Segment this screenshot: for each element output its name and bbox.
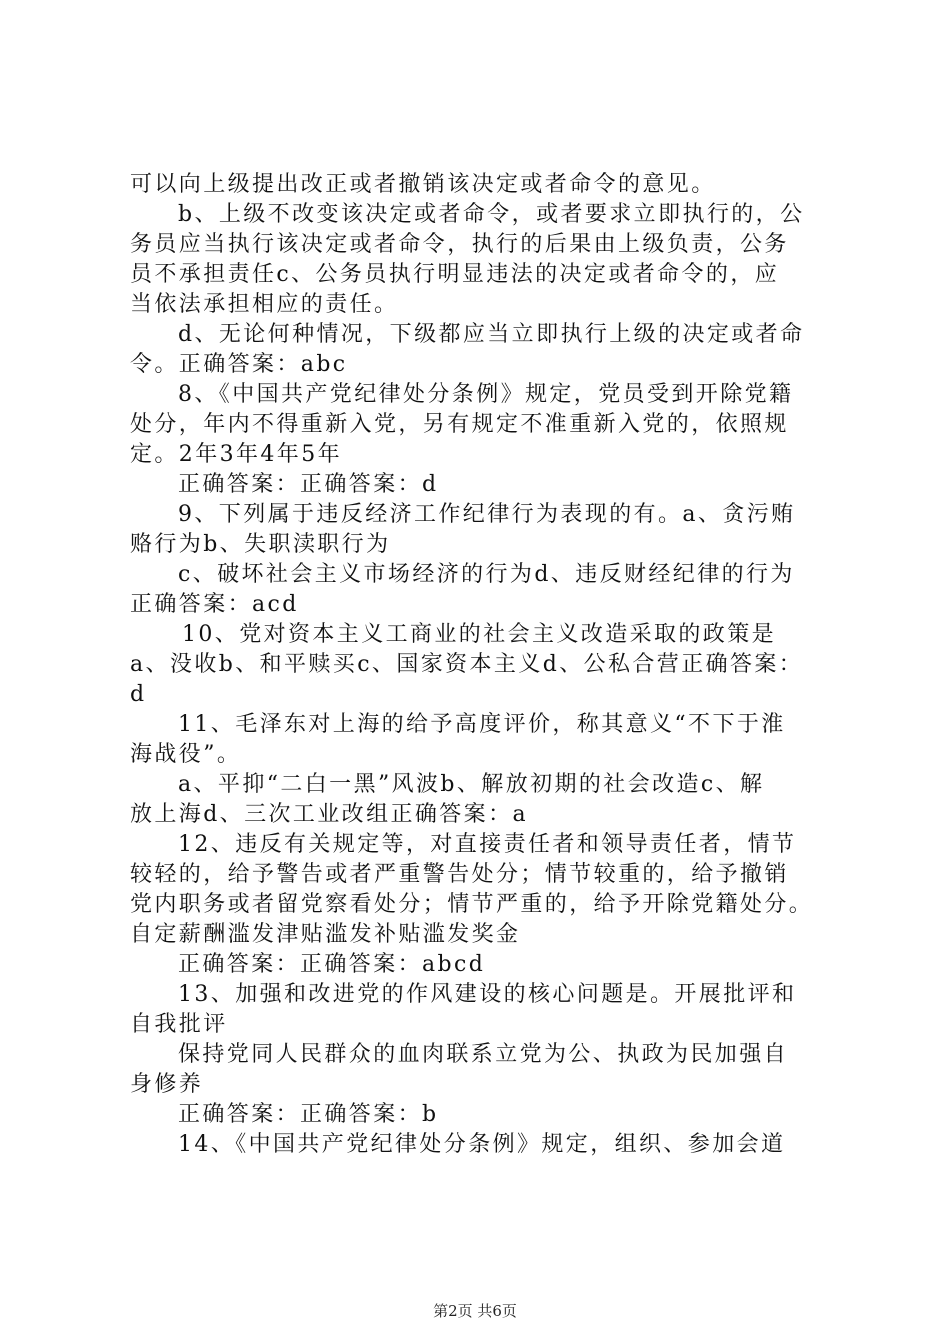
text-line: 9、下列属于违反经济工作纪律行为表现的有。a、贪污贿 [178, 502, 796, 527]
document-body [130, 170, 842, 1160]
text-line: 处分，年内不得重新入党，另有规定不准重新入党的，依照规 [130, 412, 789, 437]
text-line: 自定薪酬滥发津贴滥发补贴滥发奖金 [130, 922, 521, 947]
text-line: 令。正确答案：abc [130, 352, 348, 377]
text-line: a、没收b、和平赎买c、国家资本主义d、公私合营正确答案： [130, 652, 804, 677]
text-line: 11、毛泽东对上海的给予高度评价，称其意义“不下于淮 [178, 712, 786, 737]
text-line: d [130, 682, 147, 707]
page-footer: 第2页 共6页 [433, 1302, 517, 1320]
text-line: 员不承担责任c、公务员执行明显违法的决定或者命令的，应 [130, 262, 780, 287]
text-line: 正确答案：正确答案：d [178, 472, 439, 497]
text-line: 12、违反有关规定等，对直接责任者和领导责任者，情节 [178, 832, 797, 857]
text-line: 党内职务或者留党察看处分；情节严重的，给予开除党籍处分。 [130, 892, 814, 917]
text-line: c、破坏社会主义市场经济的行为d、违反财经纪律的行为 [178, 562, 795, 587]
text-line: 10、党对资本主义工商业的社会主义改造采取的政策是 [182, 622, 776, 647]
text-line: 赂行为b、失职渎职行为 [130, 532, 391, 557]
text-line: 自我批评 [130, 1012, 228, 1037]
text-line: a、平抑“二白一黑”风波b、解放初期的社会改造c、解 [178, 772, 765, 797]
text-line: 13、加强和改进党的作风建设的核心问题是。开展批评和 [178, 982, 797, 1007]
text-line: 正确答案：正确答案：b [178, 1102, 439, 1127]
text-line: 正确答案：正确答案：abcd [178, 952, 486, 977]
text-line: 身修养 [130, 1072, 204, 1097]
text-line: 海战役”。 [130, 742, 242, 767]
text-line: 正确答案：acd [130, 592, 299, 617]
text-line: 14、《中国共产党纪律处分条例》规定，组织、参加会道 [178, 1132, 786, 1157]
text-line: 8、《中国共产党纪律处分条例》规定，党员受到开除党籍 [178, 382, 794, 407]
text-line: 当依法承担相应的责任。 [130, 292, 399, 317]
text-line: 放上海d、三次工业改组正确答案：a [130, 802, 529, 827]
text-line: 定。2年3年4年5年 [130, 442, 342, 467]
text-line: d、无论何种情况，下级都应当立即执行上级的决定或者命 [178, 322, 805, 347]
text-line: 较轻的，给予警告或者严重警告处分；情节较重的，给予撤销 [130, 862, 789, 887]
text-line: 保持党同人民群众的血肉联系立党为公、执政为民加强自 [178, 1042, 789, 1067]
text-line: 务员应当执行该决定或者命令，执行的后果由上级负责，公务 [130, 232, 789, 257]
text-line: 可以向上级提出改正或者撤销该决定或者命令的意见。 [130, 172, 716, 197]
text-line: b、上级不改变该决定或者命令，或者要求立即执行的，公 [178, 202, 805, 227]
